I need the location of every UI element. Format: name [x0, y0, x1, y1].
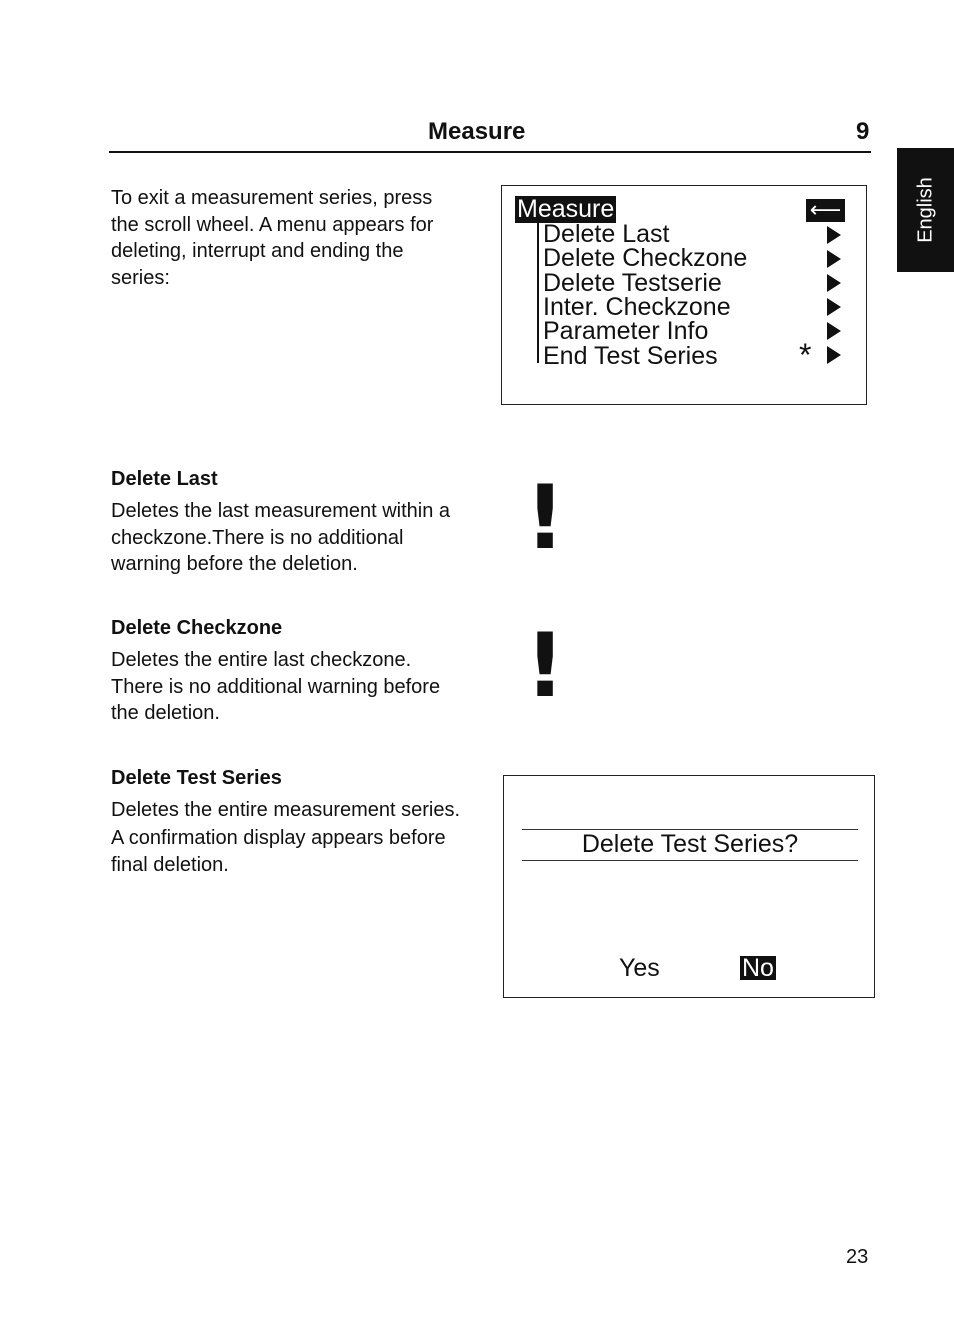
active-marker-icon: * — [799, 337, 812, 373]
language-tab-label: English — [914, 177, 936, 243]
submenu-arrow-icon — [827, 274, 841, 292]
submenu-arrow-icon — [827, 250, 841, 268]
menu-item-delete-checkzone: Delete Checkzone — [543, 244, 748, 272]
warning-icon: ! — [525, 466, 566, 569]
submenu-arrow-icon — [827, 346, 841, 364]
section-line: Deletes the last measurement within a — [111, 500, 451, 522]
section-line: A confirmation display appears before — [111, 826, 446, 849]
confirm-question: Delete Test Series? — [581, 830, 799, 858]
language-tab — [897, 148, 954, 272]
section-delete-test-series — [111, 765, 491, 880]
section-line: There is no additional warning before — [111, 675, 441, 698]
section-delete-checkzone — [111, 615, 481, 727]
intro-line: series: — [111, 266, 170, 289]
section-line: the deletion. — [111, 702, 220, 724]
chapter-number: 9 — [856, 118, 870, 145]
intro-line: deleting, interrupt and ending the — [111, 240, 404, 262]
menu-item-parameter-info: Parameter Info — [543, 317, 709, 345]
dialog-bottom-rule — [522, 860, 858, 861]
confirm-screen — [503, 775, 875, 998]
header-divider — [109, 151, 871, 153]
section-line: warning before the deletion. — [111, 553, 358, 575]
menu-item-end-test-series: End Test Series — [543, 342, 718, 370]
menu-screen — [501, 185, 867, 405]
page-title: Measure — [428, 118, 526, 145]
page-number: 23 — [846, 1246, 869, 1268]
menu-screen-title: Measure — [517, 195, 615, 223]
section-line: checkzone.There is no additional — [111, 526, 404, 549]
menu-item-inter-checkzone: Inter. Checkzone — [543, 293, 731, 321]
menu-tree-line — [537, 223, 539, 363]
section-delete-last — [111, 466, 481, 578]
intro-line: To exit a measurement series, press — [111, 187, 433, 209]
warning-icon: ! — [525, 614, 566, 717]
section-line: Deletes the entire last checkzone. — [111, 649, 412, 671]
intro-paragraph — [111, 185, 481, 291]
back-arrow-icon: ⟵ — [806, 199, 845, 222]
intro-line: the scroll wheel. A menu appears for — [111, 213, 434, 236]
section-heading: Delete Test Series — [111, 767, 282, 789]
confirm-yes-option: Yes — [619, 954, 660, 982]
section-heading: Delete Last — [111, 468, 218, 490]
menu-item-delete-testserie: Delete Testserie — [543, 269, 722, 297]
confirm-no-option: No — [742, 954, 774, 982]
submenu-arrow-icon — [827, 322, 841, 340]
section-line: Deletes the entire measurement series. — [111, 799, 461, 821]
section-heading: Delete Checkzone — [111, 617, 283, 639]
submenu-arrow-icon — [827, 226, 841, 244]
menu-item-delete-last: Delete Last — [543, 220, 670, 248]
section-line: final deletion. — [111, 854, 229, 876]
submenu-arrow-icon — [827, 298, 841, 316]
